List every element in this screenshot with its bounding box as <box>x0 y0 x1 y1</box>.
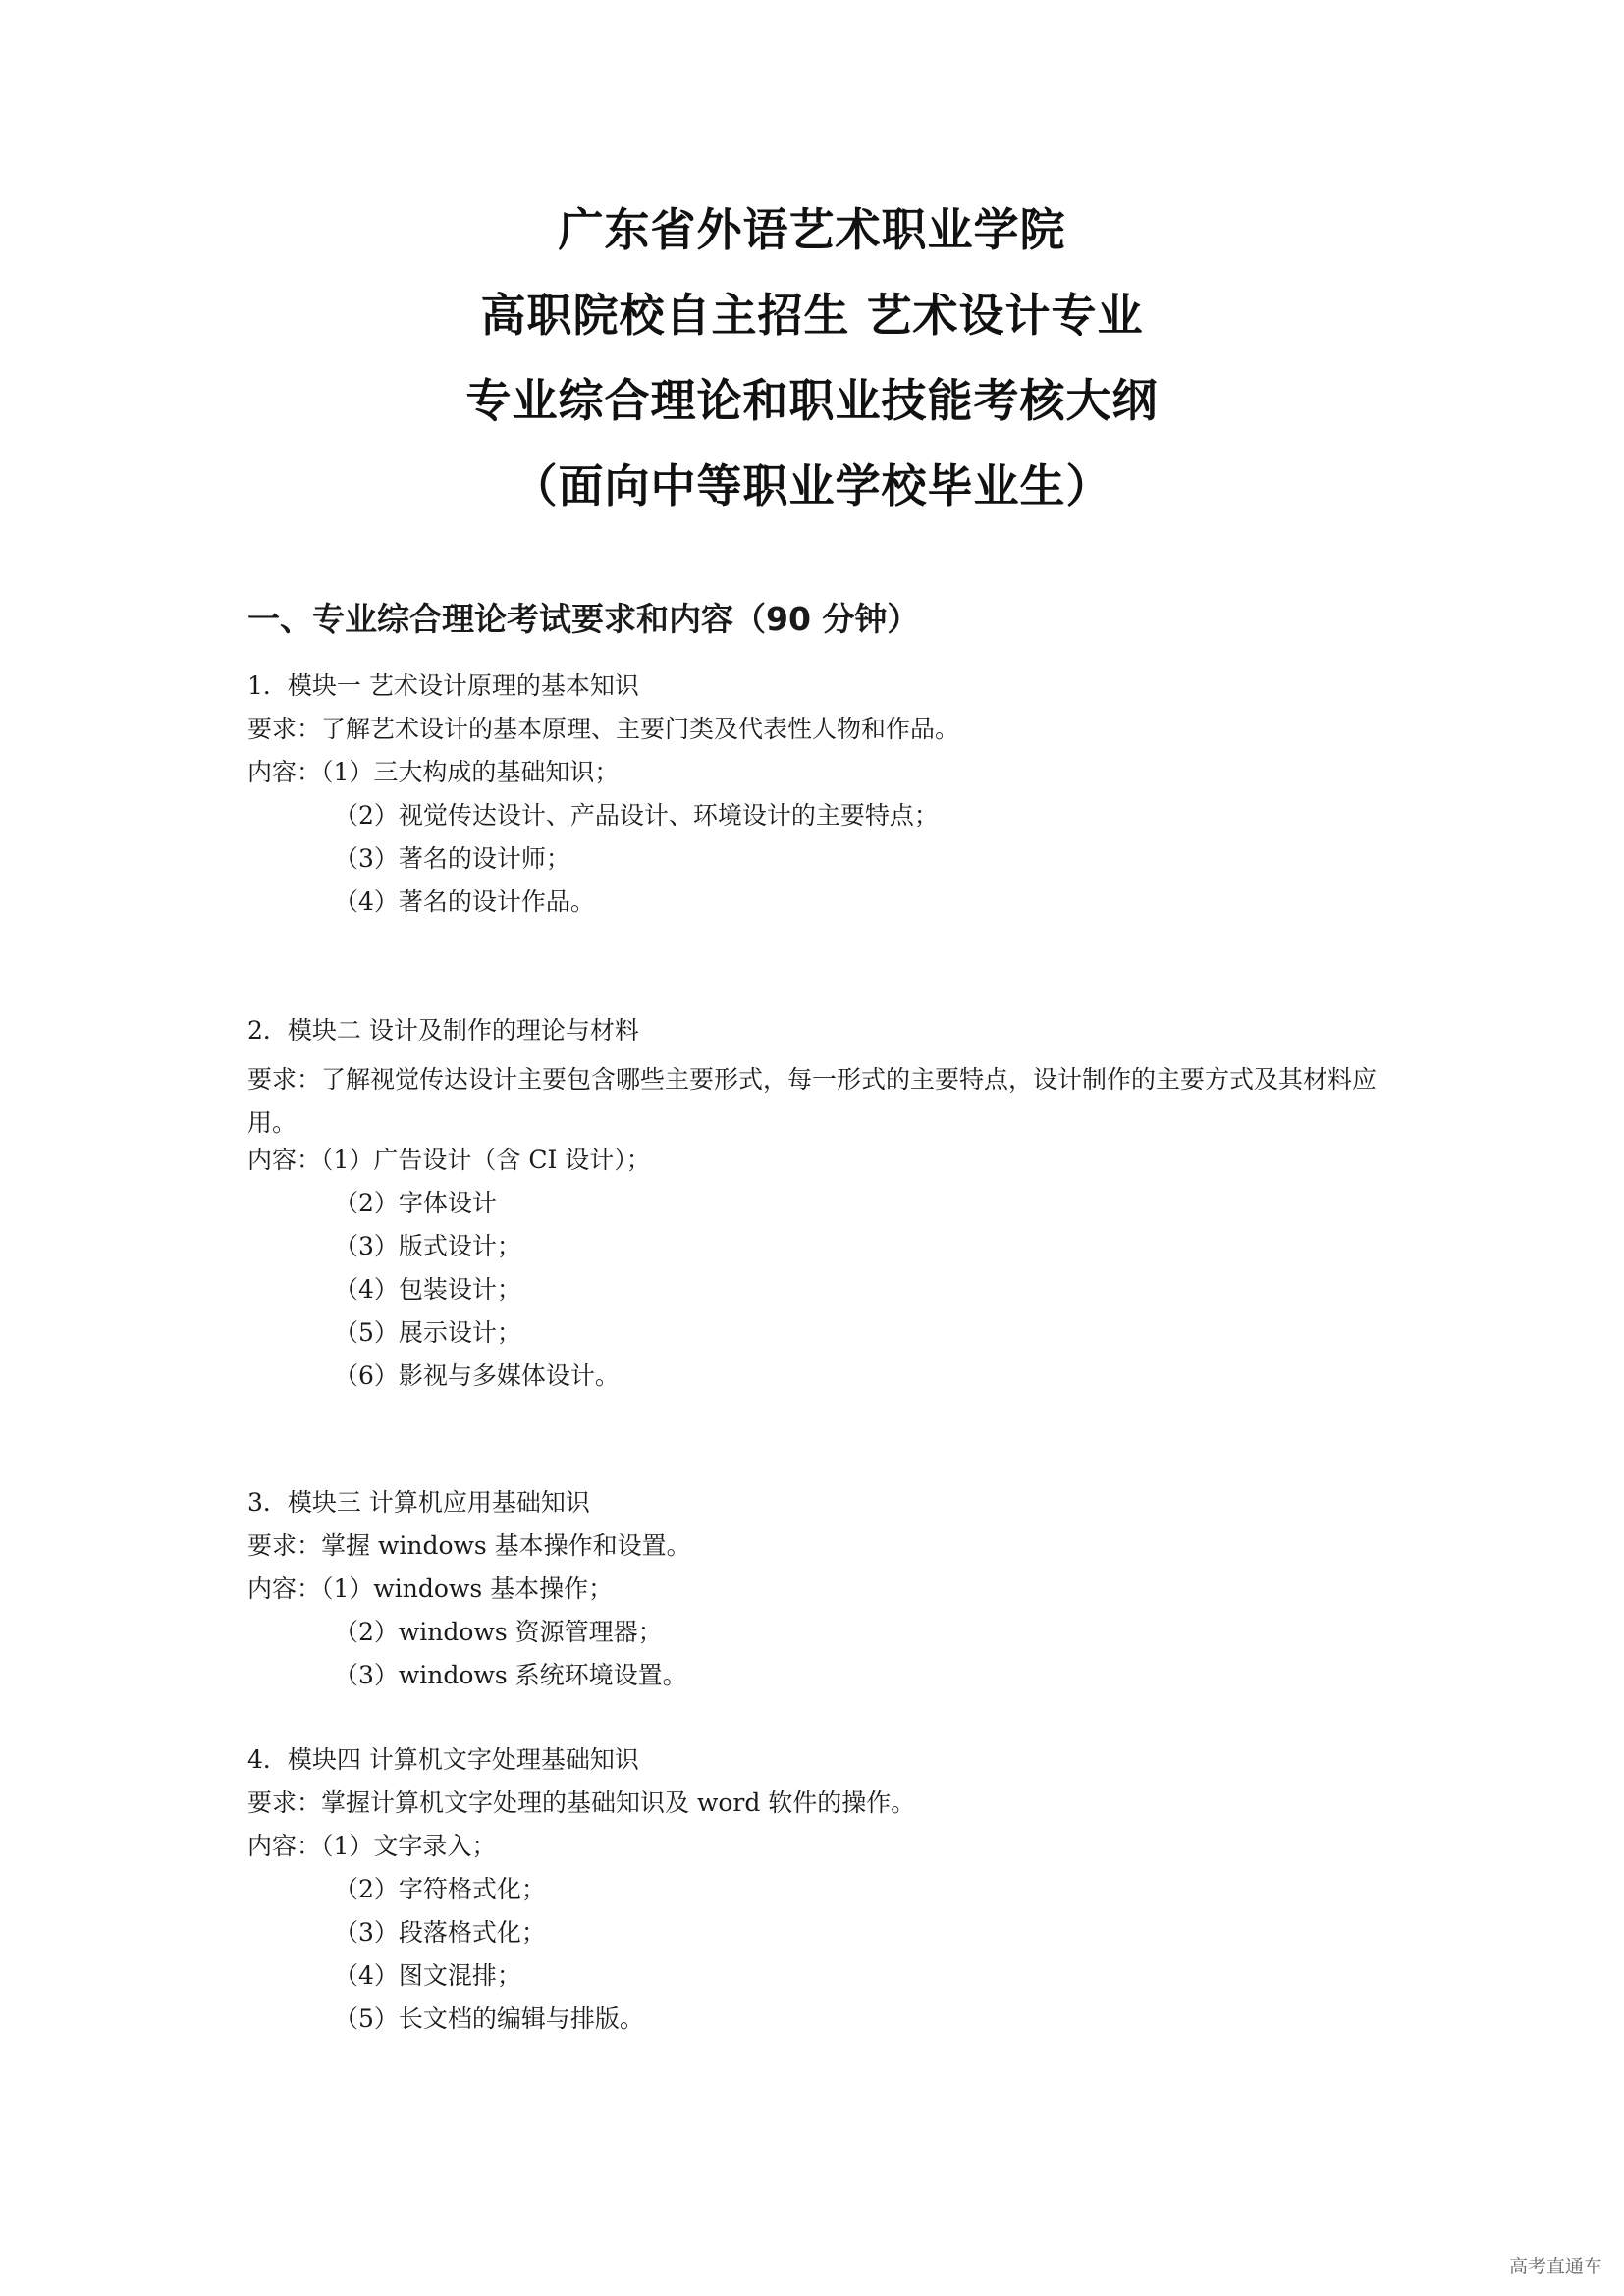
module-content-first: 内容：（1）广告设计（含 CI 设计）； <box>247 1146 651 1174</box>
list-item: （4）包装设计； <box>334 1275 521 1304</box>
list-item: （5）展示设计； <box>334 1318 521 1347</box>
list-item: （2）视觉传达设计、产品设计、环境设计的主要特点； <box>334 801 939 829</box>
list-item: （4）图文混排； <box>334 1961 521 1990</box>
module-content-first: 内容：（1）三大构成的基础知识； <box>247 758 620 786</box>
module-content-first: 内容：（1）文字录入； <box>247 1832 497 1860</box>
title-syllabus: 专业综合理论和职业技能考核大纲 <box>465 374 1159 427</box>
module-title: 1．模块一 艺术设计原理的基本知识 <box>247 671 639 700</box>
list-item: （3）版式设计； <box>334 1232 521 1260</box>
document-title <box>0 201 1624 543</box>
title-program: 高职院校自主招生 艺术设计专业 <box>480 289 1144 342</box>
module-requirement: 要求：了解视觉传达设计主要包含哪些主要形式，每一形式的主要特点，设计制作的主要方式及其材料应用。 <box>247 1065 1378 1137</box>
module-content-first: 内容：（1）windows 基本操作； <box>247 1575 614 1603</box>
list-item: （2）windows 资源管理器； <box>334 1618 663 1646</box>
module-title: 2．模块二 设计及制作的理论与材料 <box>247 1016 639 1044</box>
module-title: 4．模块四 计算机文字处理基础知识 <box>247 1745 639 1774</box>
list-item: （3）段落格式化； <box>334 1918 546 1947</box>
module-requirement: 要求：掌握 windows 基本操作和设置。 <box>247 1531 691 1560</box>
list-item: （3）著名的设计师； <box>334 844 570 873</box>
title-school-name: 广东省外语艺术职业学院 <box>558 203 1066 256</box>
module-title: 3．模块三 计算机应用基础知识 <box>247 1488 590 1517</box>
section-heading: 一、专业综合理论考试要求和内容（90 分钟） <box>247 600 920 638</box>
list-item: （2）字符格式化； <box>334 1875 546 1903</box>
list-item: （5）长文档的编辑与排版。 <box>334 2004 644 2033</box>
list-item: （3）windows 系统环境设置。 <box>334 1661 687 1689</box>
module-requirement: 要求：掌握计算机文字处理的基础知识及 word 软件的操作。 <box>247 1789 916 1817</box>
watermark-text: 高考直通车 <box>1508 2256 1602 2277</box>
module-requirement: 要求：了解艺术设计的基本原理、主要门类及代表性人物和作品。 <box>247 715 960 743</box>
list-item: （4）著名的设计作品。 <box>334 887 595 916</box>
title-audience: （面向中等职业学校毕业生） <box>512 459 1112 512</box>
list-item: （2）字体设计 <box>334 1189 497 1217</box>
list-item: （6）影视与多媒体设计。 <box>334 1362 620 1390</box>
